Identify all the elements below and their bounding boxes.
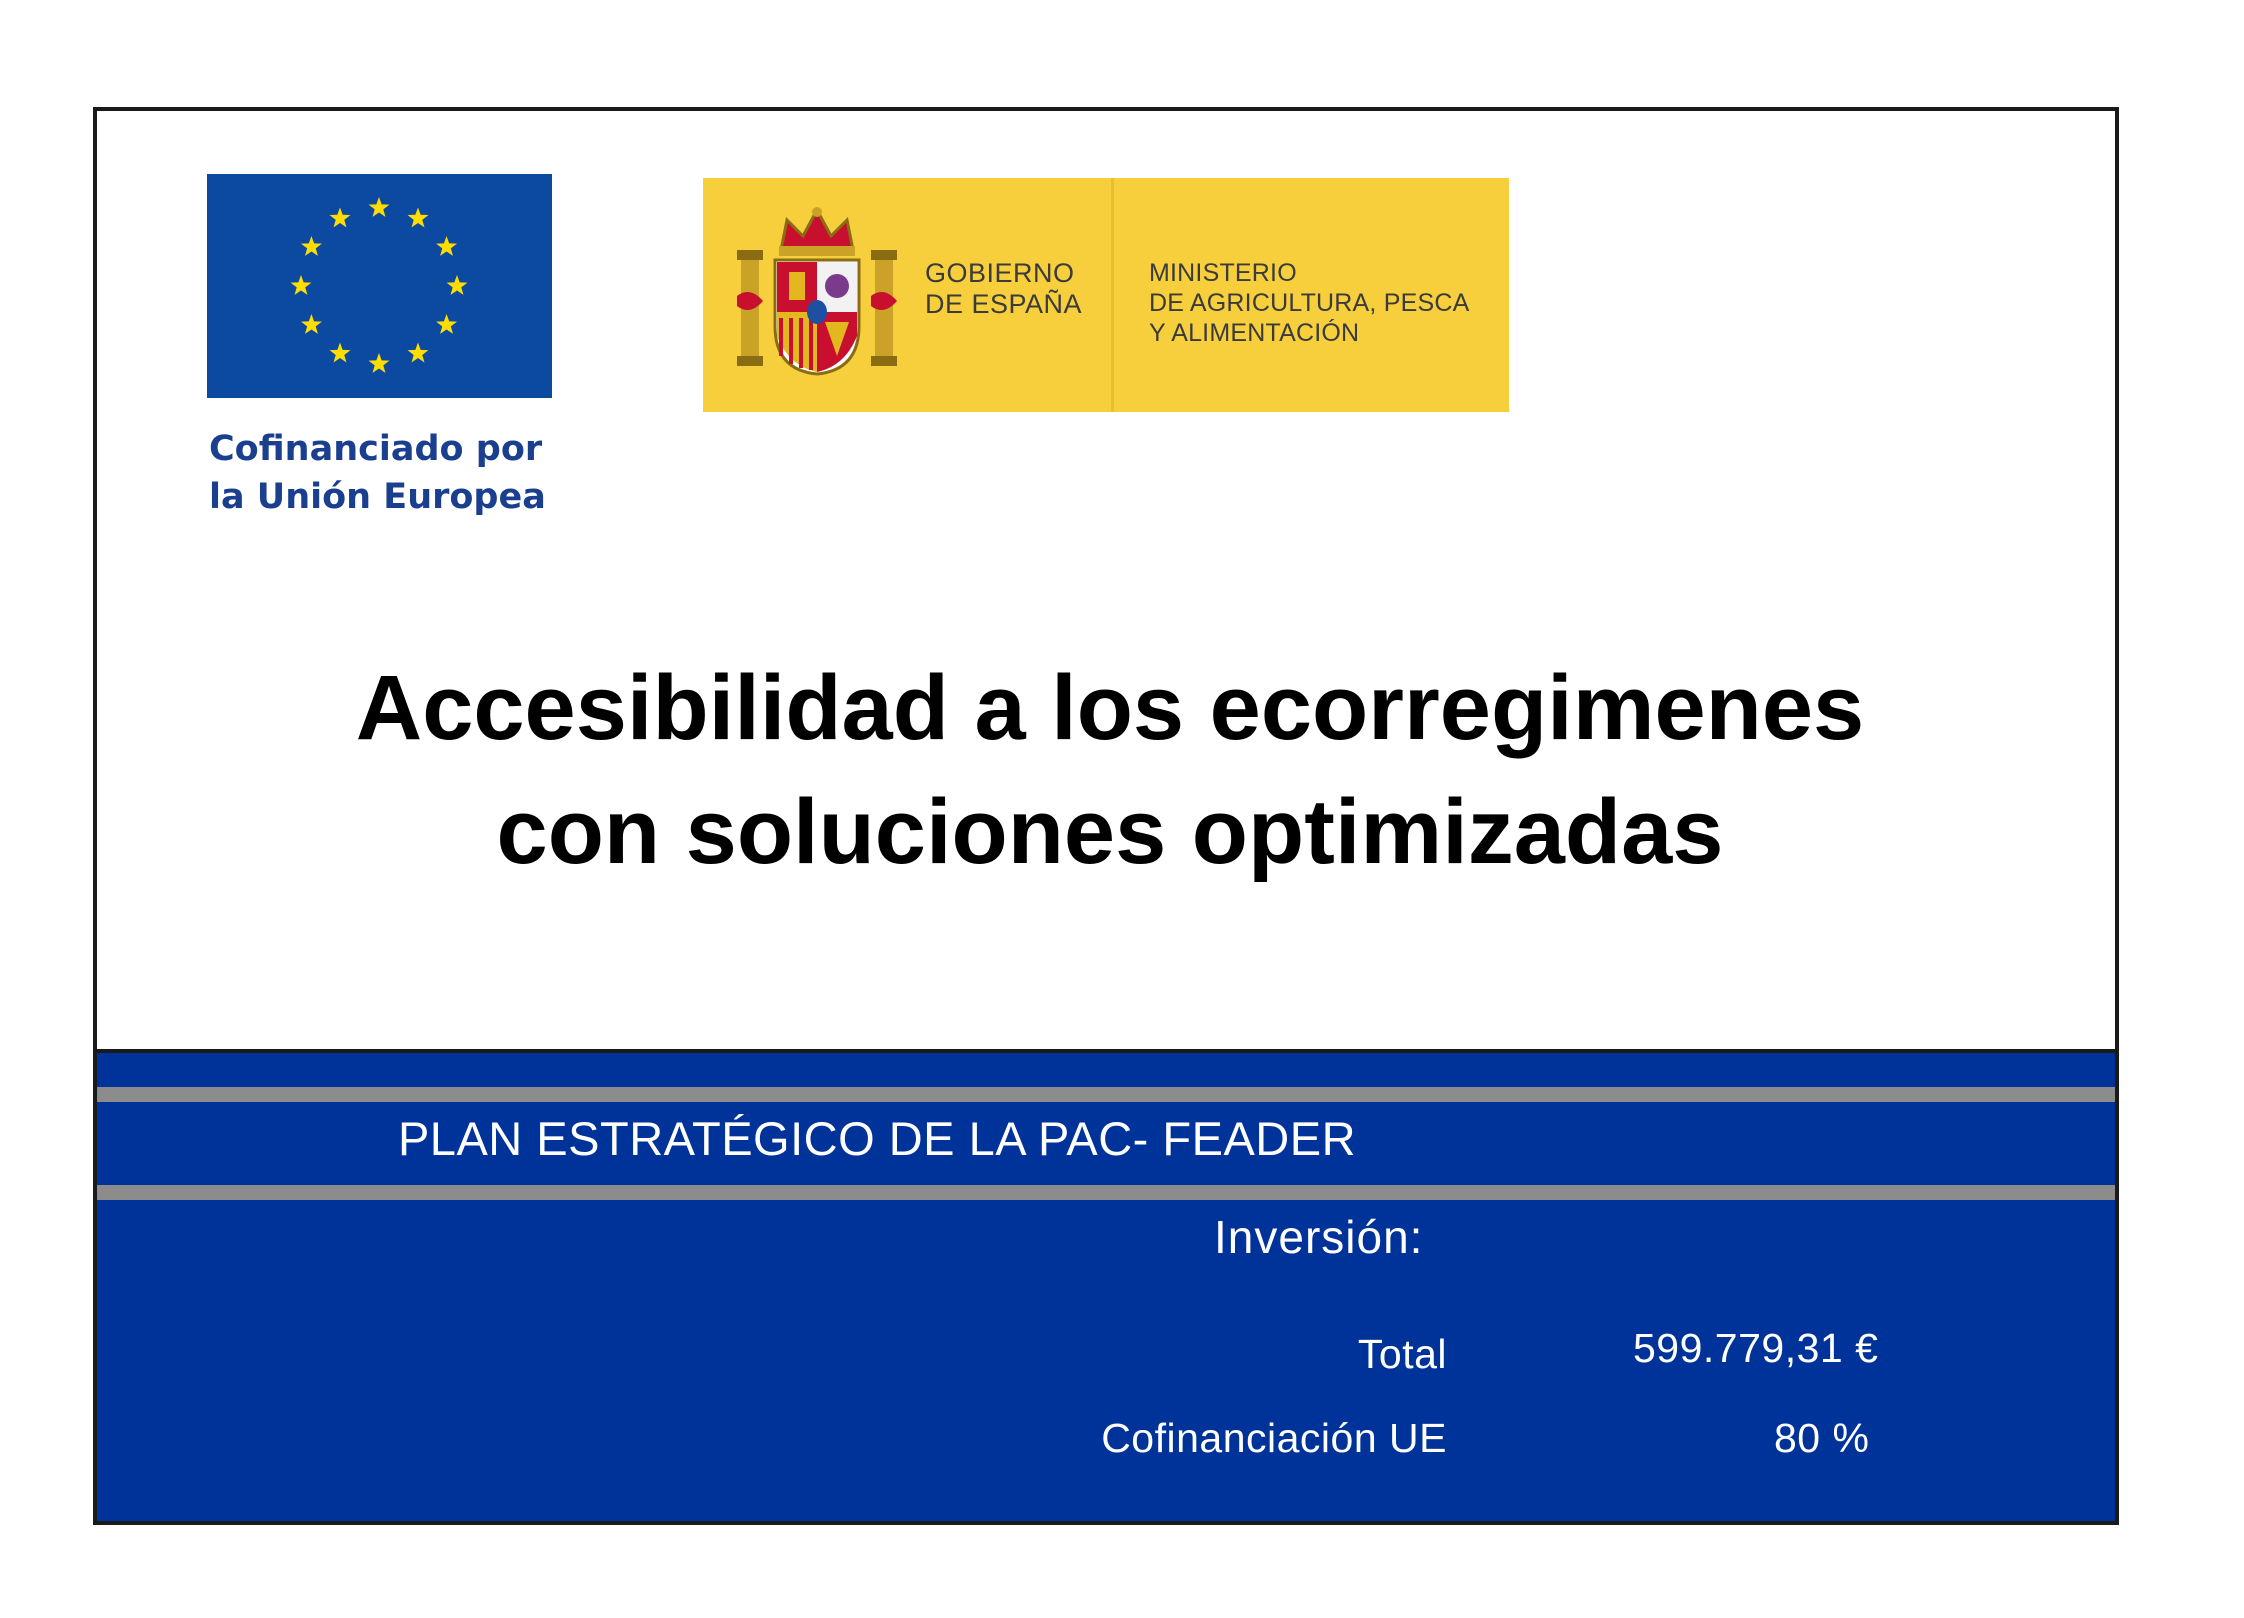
project-title xyxy=(97,646,2119,894)
eu-flag-logo xyxy=(207,174,552,398)
eu-star-icon xyxy=(408,207,429,227)
eu-star-icon xyxy=(291,275,312,295)
eu-star-icon xyxy=(301,314,322,334)
title-line1: Accesibilidad a los ecorregimenes xyxy=(355,657,1865,759)
spain-coat-of-arms-icon xyxy=(737,206,897,376)
panel-divider xyxy=(97,1049,2119,1053)
gov-name-line2: DE ESPAÑA xyxy=(925,289,1083,319)
total-label: Total xyxy=(1357,1331,1447,1377)
eu-star-icon xyxy=(447,275,468,295)
cofinancing-value: 80 % xyxy=(1774,1415,1870,1461)
eu-star-icon xyxy=(330,207,351,227)
eu-caption-line2: la Unión Europea xyxy=(209,477,546,517)
eu-cofinancing-caption xyxy=(209,425,546,521)
eu-caption-line1: Cofinanciado por xyxy=(209,429,543,469)
eu-star-icon xyxy=(436,314,457,334)
ministry-line2: DE AGRICULTURA, PESCA xyxy=(1149,289,1470,317)
total-value: 599.779,31 € xyxy=(1633,1325,1879,1371)
eu-star-icon xyxy=(408,343,429,363)
eu-star-icon xyxy=(369,197,390,217)
grey-stripe-top xyxy=(97,1087,2119,1102)
eu-star-icon xyxy=(436,236,457,256)
funding-panel xyxy=(97,1049,2119,1525)
spain-government-logo xyxy=(703,178,1509,412)
gov-name-line1: GOBIERNO xyxy=(925,258,1075,288)
plan-label: PLAN ESTRATÉGICO DE LA PAC- FEADER xyxy=(397,1112,1357,1165)
eu-star-icon xyxy=(301,236,322,256)
cofinancing-label: Cofinanciación UE xyxy=(1101,1415,1447,1461)
investment-label: Inversión: xyxy=(1214,1211,1424,1263)
funding-poster xyxy=(93,107,2119,1525)
title-line2: con soluciones optimizadas xyxy=(496,781,1724,883)
logo-divider xyxy=(1111,178,1114,412)
grey-stripe-bottom xyxy=(97,1185,2119,1200)
eu-star-icon xyxy=(330,343,351,363)
eu-star-icon xyxy=(369,353,390,373)
ministry-line3: Y ALIMENTACIÓN xyxy=(1149,319,1360,347)
ministry-name xyxy=(1149,258,1469,348)
government-name xyxy=(925,258,1082,320)
ministry-line1: MINISTERIO xyxy=(1149,259,1297,287)
eu-stars-icon xyxy=(207,174,552,398)
